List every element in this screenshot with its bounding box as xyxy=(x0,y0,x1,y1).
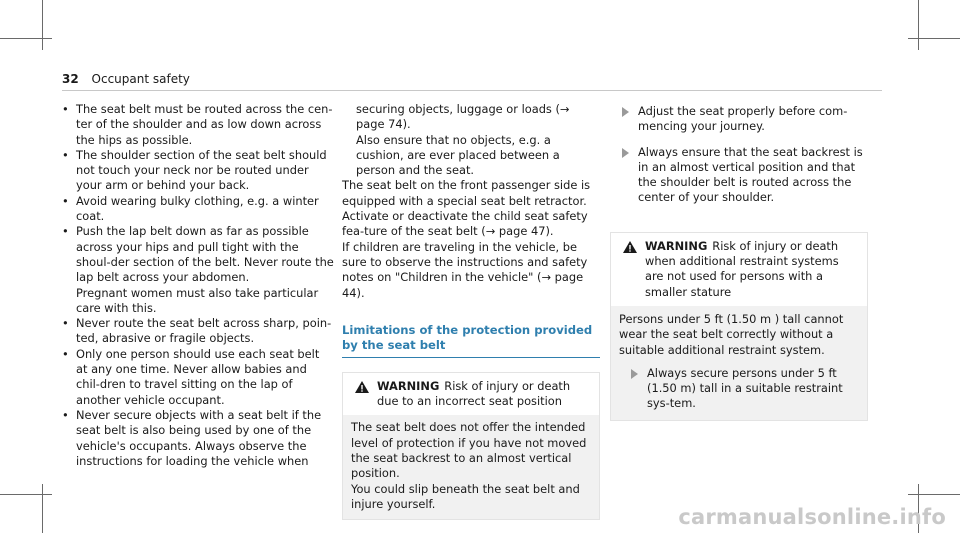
warning-text: The seat belt does not offer the intended level of protection if you have not moved the seat backrest to an almost vertical position. xyxy=(351,420,587,481)
warning-text: Persons under 5 ft (1.50 m ) tall cannot wear the seat belt correctly without a suitable additional restraint system. xyxy=(619,311,844,357)
section-heading: Limitations of the protection provided by the seat belt xyxy=(342,323,600,358)
crop-mark xyxy=(908,38,960,39)
warning-label: WARNING xyxy=(377,378,440,393)
section-title: Occupant safety xyxy=(91,72,190,86)
crop-mark xyxy=(0,494,52,495)
crop-mark xyxy=(0,38,52,39)
arrow-right-icon xyxy=(622,107,629,117)
list-item: • Avoid wearing bulky clothing, e.g. a winter coat. xyxy=(62,194,334,225)
continued-text-2: Also ensure that no objects, e.g. a cushion, are ever placed between a person and the seat. xyxy=(356,132,560,178)
list-item: • Never secure objects with a seat belt if the seat belt is also being used by one of the vehicle's occupants. Always observe the instructions for loading the vehicle when xyxy=(62,408,334,469)
column-3 xyxy=(610,102,868,421)
warning-box xyxy=(342,372,600,520)
header-rule xyxy=(62,90,882,91)
instruction-step: Always secure persons under 5 ft (1.50 m) tall in a suitable restraint sys-tem. xyxy=(619,366,859,412)
warning-header xyxy=(611,233,867,306)
paragraph: Activate or deactivate the child seat safety fea-ture of the seat belt (→ page 47). xyxy=(342,209,588,239)
list-item-note: Pregnant women must also take particular care with this. xyxy=(76,285,319,315)
arrow-right-icon xyxy=(631,369,638,379)
arrow-right-icon xyxy=(622,148,629,158)
warning-risk: Risk of injury or death when additional restraint systems are not used for persons with a smaller stature xyxy=(645,238,839,299)
crop-mark xyxy=(918,0,919,50)
page-header xyxy=(62,72,190,87)
continued-text: securing objects, luggage or loads (→ page 74). xyxy=(356,102,570,132)
warning-risk: Risk of injury or death due to an incorrect seat position xyxy=(377,378,571,409)
crop-mark xyxy=(908,494,960,495)
page-number: 32 xyxy=(62,72,79,86)
list-item: • Only one person should use each seat belt at any one time. Never allow babies and chil-dren to travel sitting on the lap of another vehicle occupant. xyxy=(62,347,334,408)
warning-body xyxy=(611,306,867,420)
column-1 xyxy=(62,102,334,469)
watermark: carmanualsonline.info xyxy=(678,504,946,529)
crop-mark xyxy=(42,484,43,533)
list-item: • The shoulder section of the seat belt should not touch your neck nor be routed under your arm or behind your back. xyxy=(62,148,334,194)
instruction-step: Adjust the seat properly before com-mencing your journey. xyxy=(610,104,868,135)
instruction-step: Always ensure that the seat backrest is in an almost vertical position and that the shoulder belt is routed across the center of your shoulder. xyxy=(610,145,868,206)
paragraph: The seat belt on the front passenger side is equipped with a special seat belt retractor. xyxy=(342,178,591,208)
warning-box xyxy=(610,232,868,421)
column-2 xyxy=(342,102,600,520)
warning-label: WARNING xyxy=(645,238,708,253)
warning-triangle-icon xyxy=(355,381,369,397)
warning-text: You could slip beneath the seat belt and injure yourself. xyxy=(351,481,580,511)
paragraph: If children are traveling in the vehicle, be sure to observe the instructions and safety notes on "Children in the vehicle" (→ page 44). xyxy=(342,239,588,300)
crop-mark xyxy=(42,0,43,50)
warning-body xyxy=(343,415,599,519)
warning-triangle-icon xyxy=(623,241,637,257)
list-item: • Push the lap belt down as far as possible across your hips and pull tight with the shoul-der section of the belt. Never route the lap belt across your abdomen. Pregnant women must also take particular care with this. xyxy=(62,224,334,316)
warning-header xyxy=(343,373,599,416)
bullet-list xyxy=(62,102,334,469)
list-item: • The seat belt must be routed across the cen-ter of the shoulder and as low down across the hips as possible. xyxy=(62,102,334,148)
list-item: • Never route the seat belt across sharp, poin-ted, abrasive or fragile objects. xyxy=(62,316,334,347)
